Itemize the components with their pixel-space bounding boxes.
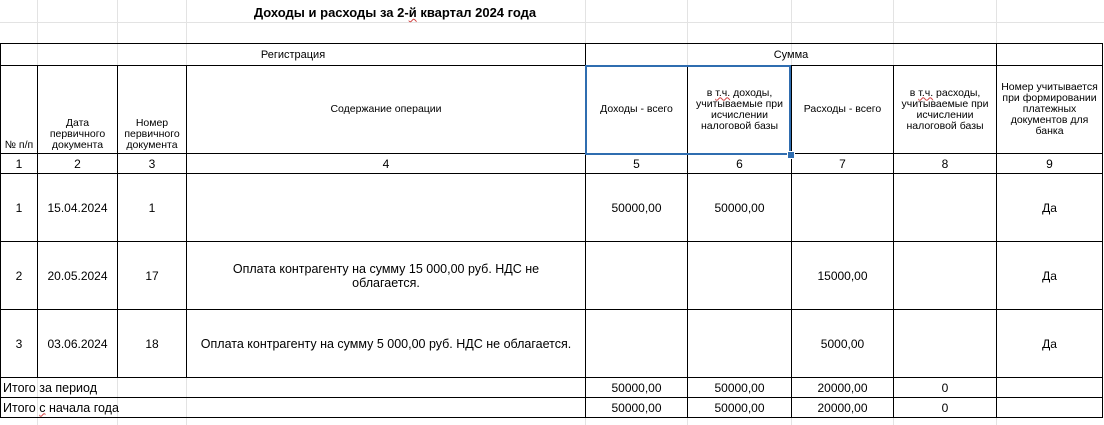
totals-period-label[interactable]: Итого за период [1,378,586,398]
table-row [1,310,1103,378]
empty-cell[interactable] [997,378,1103,398]
row-expense-tax[interactable] [894,242,997,310]
row-income[interactable] [586,310,688,378]
title-wavy: й [408,5,417,20]
title-prefix: Доходы и расходы за 2- [253,5,409,20]
header-num[interactable]: № п/п [1,66,38,154]
row-doc[interactable]: 17 [118,242,187,310]
row-expense-tax[interactable] [894,174,997,242]
col-number[interactable]: 8 [894,154,997,174]
row-expense[interactable]: 15000,00 [792,242,894,310]
col-number[interactable]: 3 [118,154,187,174]
header-income-tax-pre: в [706,86,716,99]
totals-ytd-income[interactable]: 50000,00 [586,398,688,418]
row-bank[interactable]: Да [997,174,1103,242]
row-income-tax[interactable] [688,242,792,310]
col-number[interactable]: 4 [187,154,586,174]
empty-cell[interactable] [997,398,1103,418]
row-income-tax[interactable]: 50000,00 [688,174,792,242]
title-suffix: квартал 2024 года [416,5,537,20]
totals-ytd-row [1,398,1103,418]
col-number[interactable]: 7 [792,154,894,174]
header-expense-tax-pre: в [909,86,919,99]
col-number[interactable]: 2 [38,154,118,174]
header-income[interactable]: Доходы - всего [586,66,688,154]
row-date[interactable]: 15.04.2024 [38,174,118,242]
row-doc[interactable]: 18 [118,310,187,378]
totals-period-income-tax[interactable]: 50000,00 [688,378,792,398]
totals-ytd-label-pre: Итого [3,400,40,415]
row-num[interactable]: 3 [1,310,38,378]
header-date[interactable]: Дата первичного документа [38,66,118,154]
row-content[interactable]: Оплата контрагенту на сумму 15 000,00 руб. НДС не облагается. [187,242,586,310]
header-income-tax[interactable] [688,66,792,154]
header-expense-tax-wavy: т.ч. [918,86,934,99]
row-num[interactable]: 1 [1,174,38,242]
header-group-row [1,44,1103,66]
col-number[interactable]: 6 [688,154,792,174]
row-income[interactable] [586,242,688,310]
totals-period-income[interactable]: 50000,00 [586,378,688,398]
row-bank[interactable]: Да [997,310,1103,378]
header-row [1,66,1103,154]
totals-ytd-expense-tax[interactable]: 0 [894,398,997,418]
col-number[interactable]: 1 [1,154,38,174]
totals-ytd-label-wavy: с [39,400,46,415]
row-date[interactable]: 20.05.2024 [38,242,118,310]
row-doc[interactable]: 1 [118,174,187,242]
fill-handle[interactable] [787,151,795,159]
header-docnum[interactable]: Номер первичного документа [118,66,187,154]
row-num[interactable]: 2 [1,242,38,310]
totals-period-expense-tax[interactable]: 0 [894,378,997,398]
header-content[interactable]: Содержание операции [187,66,586,154]
col-number[interactable]: 5 [586,154,688,174]
totals-period-row [1,378,1103,398]
table-row [1,242,1103,310]
totals-ytd-label-post: начала года [45,400,119,415]
sheet-title[interactable] [0,4,790,22]
header-income-tax-wavy: т.ч. [715,86,731,99]
column-number-row [1,154,1103,174]
table-row [1,174,1103,242]
row-expense-tax[interactable] [894,310,997,378]
header-expense-tax-post: расходы, учитываемые при исчислении налоговой базы [901,86,989,132]
header-income-tax-post: доходы, учитываемые при исчислении налоговой базы [696,86,783,132]
header-expense[interactable]: Расходы - всего [792,66,894,154]
header-bank[interactable]: Номер учитывается при формировании платежных документов для банка [997,66,1103,154]
ledger-table [0,43,1103,418]
row-expense[interactable] [792,174,894,242]
row-content[interactable]: Оплата контрагенту на сумму 5 000,00 руб. НДС не облагается. [187,310,586,378]
registration-header[interactable]: Регистрация [1,44,586,66]
row-content[interactable] [187,174,586,242]
sheet-gridline [0,22,1104,23]
empty-cell[interactable] [997,44,1103,66]
row-expense[interactable]: 5000,00 [792,310,894,378]
totals-ytd-expense[interactable]: 20000,00 [792,398,894,418]
row-date[interactable]: 03.06.2024 [38,310,118,378]
col-number[interactable]: 9 [997,154,1103,174]
totals-ytd-label[interactable] [1,398,586,418]
row-income[interactable]: 50000,00 [586,174,688,242]
totals-period-expense[interactable]: 20000,00 [792,378,894,398]
amount-header[interactable]: Сумма [586,44,997,66]
row-income-tax[interactable] [688,310,792,378]
header-expense-tax[interactable] [894,66,997,154]
totals-ytd-income-tax[interactable]: 50000,00 [688,398,792,418]
row-bank[interactable]: Да [997,242,1103,310]
